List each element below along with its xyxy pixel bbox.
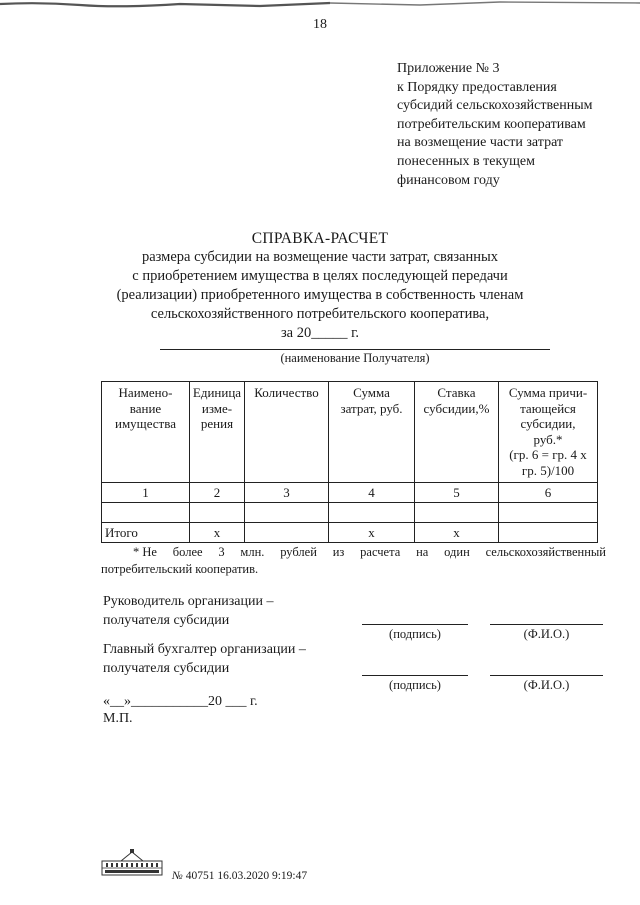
footnote-word: расчета [360, 545, 401, 559]
head-signature-label [103, 592, 273, 630]
header-cell [245, 382, 329, 483]
scan-artifact [0, 0, 640, 14]
appendix-line: субсидий сельскохозяйственным [397, 98, 593, 114]
total-row [102, 523, 598, 543]
doc-id: 40751 [185, 870, 215, 882]
stamp-place: М.П. [103, 711, 133, 726]
appendix-line: Приложение № 3 [397, 61, 500, 76]
total-cell: х [415, 523, 499, 543]
total-cell: х [190, 523, 245, 543]
signature-label-line: Главный бухгалтер организации – [103, 642, 306, 657]
signature-caption: (подпись) [389, 627, 441, 641]
document-title-block [0, 229, 640, 343]
footnote-word: млн. [240, 545, 265, 559]
registry-stamp-icon [101, 849, 163, 879]
footnote-line: потребительский кооператив. [101, 562, 259, 576]
document-title: СПРАВКА-РАСЧЕТ [251, 230, 389, 247]
accountant-signature-label [103, 640, 306, 678]
footnote-line [101, 544, 606, 561]
head-signature-line[interactable] [362, 624, 468, 625]
title-line: сельскохозяйственного потребительского кооператива, [150, 306, 490, 322]
name-caption: (Ф.И.О.) [523, 678, 570, 692]
appendix-line: финансовом году [397, 172, 500, 188]
doc-mark: № [172, 870, 183, 882]
title-line: с приобретением имущества в целях последующей передачи [132, 268, 508, 284]
total-cell[interactable] [499, 523, 598, 543]
accountant-signature-line[interactable] [362, 675, 468, 676]
header-unit: Единица изме- рения [192, 385, 242, 431]
doc-timestamp: 16.03.2020 9:19:47 [217, 870, 308, 882]
appendix-line: к Порядку предоставления [397, 79, 557, 95]
column-number: 3 [245, 483, 329, 503]
column-number: 2 [190, 483, 245, 503]
table-header-row [102, 382, 598, 483]
header-property-name: Наимено- вание имущества [115, 385, 176, 431]
footnote-word: один [444, 545, 470, 559]
table-cell[interactable] [499, 503, 598, 523]
footnote-word: 3 [218, 545, 225, 559]
signature-label-line: получателя субсидии [103, 613, 230, 628]
column-number-row [102, 483, 598, 503]
total-label: Итого [102, 523, 190, 543]
header-cell [190, 382, 245, 483]
document-registration-stamp [172, 870, 307, 882]
footnote [101, 544, 606, 578]
table-cell[interactable] [102, 503, 190, 523]
total-cell: х [329, 523, 415, 543]
appendix-line: потребительским кооперативам [397, 116, 586, 132]
calculation-table [101, 381, 598, 543]
appendix-line: понесенных в текущем [397, 153, 535, 169]
appendix-line: на возмещение части затрат [397, 135, 564, 151]
title-line: (реализации) приобретенного имущества в собственность членам [116, 287, 524, 303]
header-cell [415, 382, 499, 483]
name-caption: (Ф.И.О.) [523, 627, 570, 641]
header-cost-sum: Сумма затрат, руб. [340, 385, 403, 416]
header-cell [329, 382, 415, 483]
column-number: 4 [329, 483, 415, 503]
title-line: размера субсидии на возмещение части затрат, связанных [141, 249, 499, 265]
header-cell [499, 382, 598, 483]
table-cell[interactable] [245, 503, 329, 523]
footnote-word: более [172, 545, 203, 559]
header-subsidy-rate: Ставка субсидии,% [423, 385, 490, 416]
recipient-name-line [160, 349, 550, 350]
title-period-line: за 20_____ г. [280, 325, 360, 341]
accountant-name-line[interactable] [490, 675, 603, 676]
recipient-caption: (наименование Получателя) [280, 351, 430, 365]
head-name-line[interactable] [490, 624, 603, 625]
footnote-word: на [416, 545, 429, 559]
column-number: 1 [102, 483, 190, 503]
table-cell[interactable] [415, 503, 499, 523]
table-cell[interactable] [329, 503, 415, 523]
signature-label-line: Руководитель организации – [103, 594, 274, 609]
footnote-word: рублей [280, 545, 317, 559]
signature-label-line: получателя субсидии [103, 661, 230, 676]
table-cell[interactable] [190, 503, 245, 523]
total-cell[interactable] [245, 523, 329, 543]
column-number: 5 [415, 483, 499, 503]
column-number: 6 [499, 483, 598, 503]
header-quantity: Количество [254, 385, 319, 400]
footnote-word: сельскохозяйственный [485, 545, 606, 559]
table-row [102, 503, 598, 523]
signature-caption: (подпись) [389, 678, 441, 692]
page-number: 18 [313, 17, 327, 32]
appendix-note [397, 60, 592, 190]
footnote-word: из [332, 545, 345, 559]
date-line[interactable]: «__»___________20 ___ г. [103, 694, 258, 709]
header-cell [102, 382, 190, 483]
footnote-word: * Не [133, 545, 157, 559]
header-subsidy-sum: Сумма причи- тающейся субсидии, руб.* (гр. 6 = гр. 4 х гр. 5)/100 [508, 385, 588, 478]
